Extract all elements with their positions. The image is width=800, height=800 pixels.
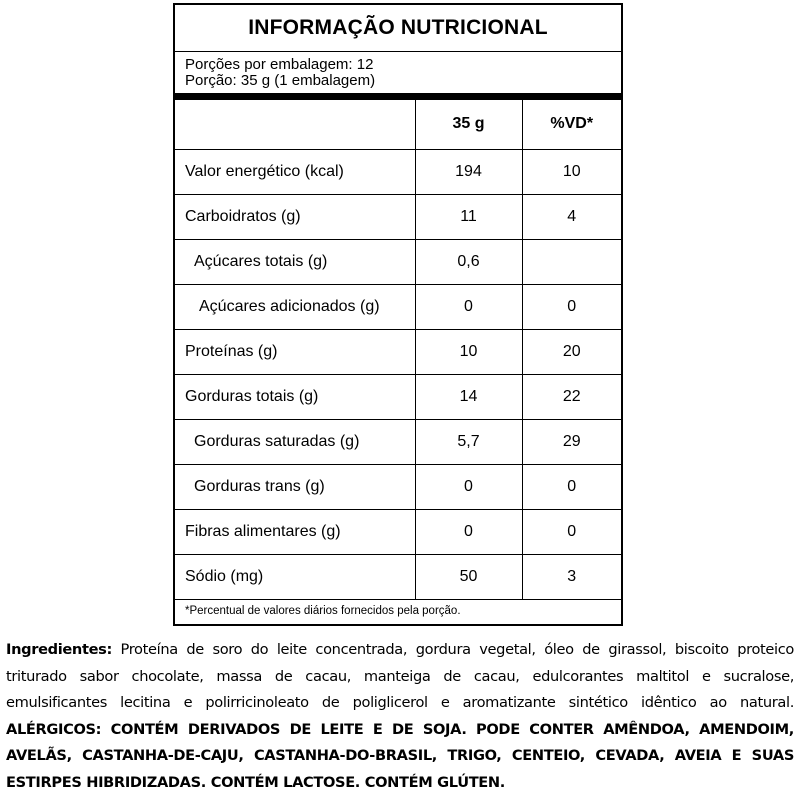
nutrient-dv: 3 bbox=[522, 554, 621, 599]
nutrition-table bbox=[175, 100, 621, 600]
nutrient-amount: 0 bbox=[415, 464, 522, 509]
nutrient-amount: 194 bbox=[415, 149, 522, 194]
nutrient-amount: 0 bbox=[415, 284, 522, 329]
nutrient-dv: 0 bbox=[522, 284, 621, 329]
nutrient-name: Gorduras saturadas (g) bbox=[175, 419, 415, 464]
nutrient-amount: 10 bbox=[415, 329, 522, 374]
nutrient-name: Proteínas (g) bbox=[175, 329, 415, 374]
nutrient-name: Açúcares adicionados (g) bbox=[175, 284, 415, 329]
table-header-row bbox=[175, 100, 621, 149]
table-row bbox=[175, 554, 621, 599]
nutrient-amount: 0,6 bbox=[415, 239, 522, 284]
serving-info bbox=[175, 52, 621, 100]
nutrient-name: Sódio (mg) bbox=[175, 554, 415, 599]
table-row bbox=[175, 194, 621, 239]
ingredients-label: Ingredientes: bbox=[6, 641, 112, 658]
header-dv: %VD* bbox=[522, 100, 621, 149]
nutrient-amount: 0 bbox=[415, 509, 522, 554]
nutrient-name: Valor energético (kcal) bbox=[175, 149, 415, 194]
nutrient-name: Gorduras totais (g) bbox=[175, 374, 415, 419]
header-name-cell bbox=[175, 100, 415, 149]
header-amount: 35 g bbox=[415, 100, 522, 149]
nutrient-name: Açúcares totais (g) bbox=[175, 239, 415, 284]
nutrient-dv: 4 bbox=[522, 194, 621, 239]
nutrient-name: Gorduras trans (g) bbox=[175, 464, 415, 509]
table-row bbox=[175, 464, 621, 509]
nutrient-dv: 22 bbox=[522, 374, 621, 419]
serving-size: Porção: 35 g (1 embalagem) bbox=[185, 72, 376, 89]
nutrient-dv: 20 bbox=[522, 329, 621, 374]
nutrient-dv: 0 bbox=[522, 509, 621, 554]
nutrient-amount: 14 bbox=[415, 374, 522, 419]
nutrient-amount: 11 bbox=[415, 194, 522, 239]
servings-per-package: Porções por embalagem: 12 bbox=[185, 56, 374, 73]
nutrient-name: Carboidratos (g) bbox=[175, 194, 415, 239]
table-row bbox=[175, 284, 621, 329]
table-row bbox=[175, 509, 621, 554]
table-row bbox=[175, 329, 621, 374]
nutrient-dv: 0 bbox=[522, 464, 621, 509]
table-row bbox=[175, 149, 621, 194]
nutrition-facts-label bbox=[173, 3, 623, 626]
ingredients-text bbox=[6, 637, 794, 797]
ingredients-list: Proteína de soro do leite concentrada, gordura vegetal, óleo de girassol, biscoito proteico triturado sabor chocolate, massa de cacau, manteiga de cacau, edulcorantes maltitol e sucralose, emulsificantes lecitina e polirricinoleato de poliglicerol e aromatizante sintético idêntico ao natural. bbox=[6, 641, 794, 712]
nutrient-amount: 50 bbox=[415, 554, 522, 599]
nutrient-dv bbox=[522, 239, 621, 284]
nutrient-name: Fibras alimentares (g) bbox=[175, 509, 415, 554]
footnote: *Percentual de valores diários fornecidos pela porção. bbox=[185, 604, 461, 617]
table-row bbox=[175, 239, 621, 284]
nutrient-dv: 10 bbox=[522, 149, 621, 194]
table-row bbox=[175, 374, 621, 419]
nutrient-dv: 29 bbox=[522, 419, 621, 464]
allergens-warning: ALÉRGICOS: CONTÉM DERIVADOS DE LEITE E DE SOJA. PODE CONTER AMÊNDOA, AMENDOIM, AVELÃS, CASTANHA-DE-CAJU, CASTANHA-DO-BRASIL, TRIGO, CENTEIO, CEVADA, AVEIA E SUAS ESTIRPES HIBRIDIZADAS. CONTÉM LACTOSE. CONTÉM GLÚTEN. bbox=[6, 720, 794, 791]
label-title: INFORMAÇÃO NUTRICIONAL bbox=[175, 5, 621, 52]
nutrient-amount: 5,7 bbox=[415, 419, 522, 464]
table-row bbox=[175, 419, 621, 464]
